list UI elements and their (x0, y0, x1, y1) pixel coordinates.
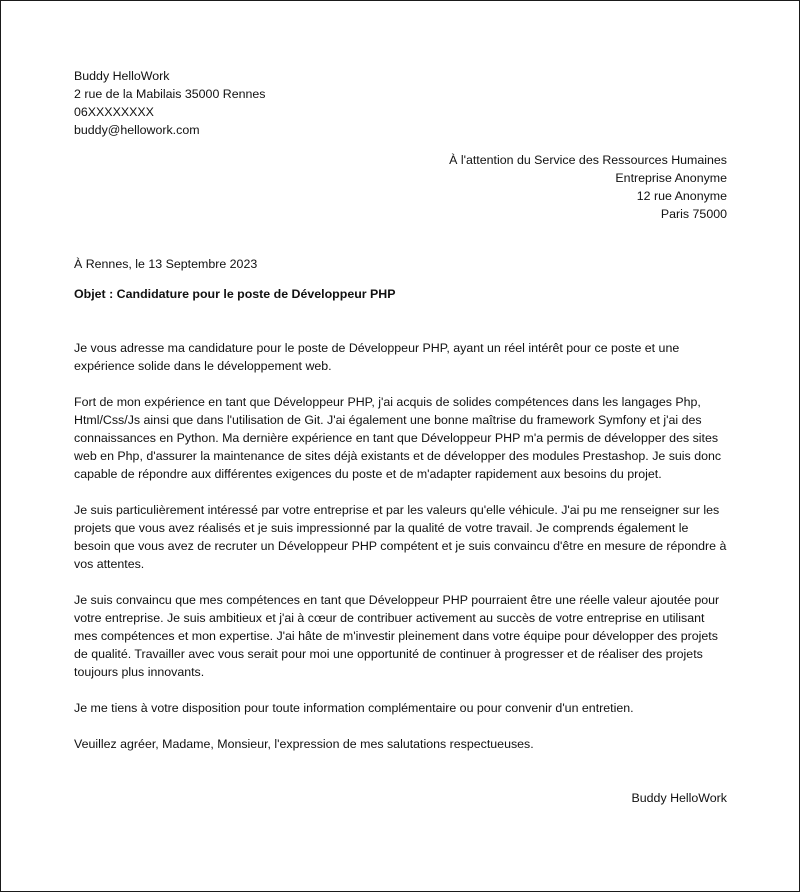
letter-signature: Buddy HelloWork (631, 791, 727, 805)
body-paragraph: Je suis convaincu que mes compétences en tant que Développeur PHP pourraient être une réelle valeur ajoutée pour votre entreprise. Je suis ambitieux et j'ai à cœur de contribuer activement au succès de votre entreprise en utilisant mes compétences et mon expertise. J'ai hâte de m'investir pleinement dans votre équipe pour développer des projets de qualité. Travailler avec vous serait pour moi une opportunité de continuer à progresser et de réaliser des projets toujours plus innovants. (74, 593, 720, 679)
body-paragraph: Veuillez agréer, Madame, Monsieur, l'expression de mes salutations respectueuses. (74, 737, 534, 751)
sender-address: 2 rue de la Mabilais 35000 Rennes (74, 87, 266, 101)
letter-subject: Objet : Candidature pour le poste de Développeur PHP (74, 287, 396, 301)
recipient-company: Entreprise Anonyme (615, 171, 727, 185)
recipient-attention: À l'attention du Service des Ressources Humaines (449, 153, 727, 167)
letter-date: À Rennes, le 13 Septembre 2023 (74, 257, 258, 271)
body-paragraph: Je suis particulièrement intéressé par votre entreprise et par les valeurs qu'elle véhicule. J'ai pu me renseigner sur les projets que vous avez réalisés et je suis impressionné par la qualité de votre travail. Je comprends également le besoin que vous avez de recruter un Développeur PHP compétent et je suis convaincu d'être en mesure de répondre à vos attentes. (74, 503, 727, 571)
recipient-city: Paris 75000 (660, 207, 727, 221)
recipient-street: 12 rue Anonyme (636, 189, 727, 203)
sender-phone: 06XXXXXXXX (74, 105, 154, 119)
sender-email: buddy@hellowork.com (74, 123, 200, 137)
body-paragraph: Fort de mon expérience en tant que Développeur PHP, j'ai acquis de solides compétences dans les langages Php, Html/Css/Js ainsi que dans l'utilisation de Git. J'ai également une bonne maîtrise du framework Symfony et j'ai des connaissances en Python. Ma dernière expérience en tant que Développeur PHP m'a permis de développer des sites web en Php, d'assurer la maintenance de sites déjà existants et de développer des modules Prestashop. Je suis donc capable de répondre aux différentes exigences du poste et de m'adapter rapidement aux besoins du projet. (74, 395, 722, 481)
sender-block (74, 67, 727, 139)
letter-body (74, 339, 727, 753)
letter-content (74, 67, 727, 807)
body-paragraph: Je me tiens à votre disposition pour toute information complémentaire ou pour convenir d'un entretien. (74, 701, 634, 715)
recipient-block (74, 151, 727, 223)
body-paragraph: Je vous adresse ma candidature pour le poste de Développeur PHP, ayant un réel intérêt pour ce poste et une expérience solide dans le développement web. (74, 341, 680, 373)
sender-name: Buddy HelloWork (74, 69, 170, 83)
